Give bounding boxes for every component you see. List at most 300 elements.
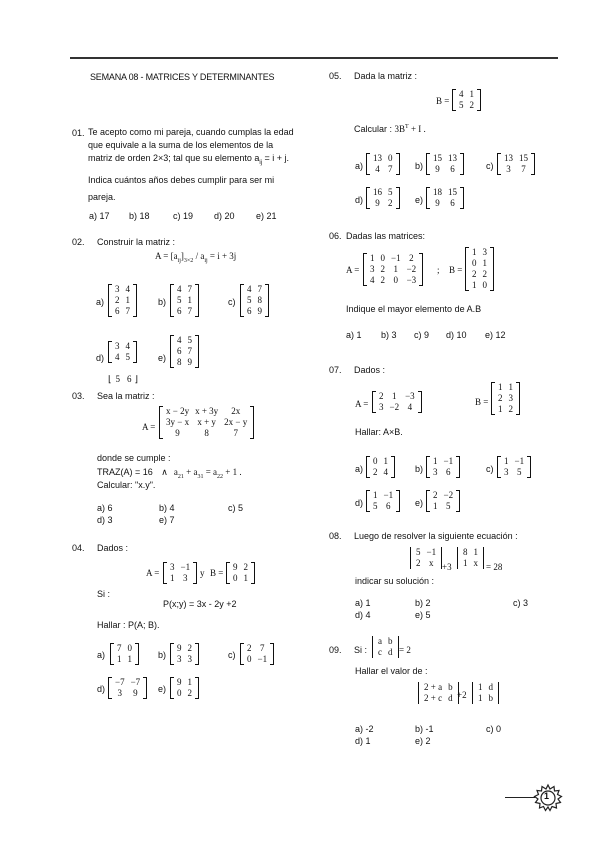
matrix-cell: 1 xyxy=(187,677,192,687)
matrix-cell: 6 xyxy=(115,306,120,316)
answer-d: d) xyxy=(97,684,106,694)
matrix-cell: 1 xyxy=(383,456,388,466)
trace-condition xyxy=(97,467,242,480)
matrix xyxy=(426,490,460,512)
matrix-row xyxy=(167,562,193,573)
matrix-cell: 2 xyxy=(247,643,252,653)
determinant xyxy=(416,682,461,704)
matrix-grid xyxy=(114,643,135,665)
matrix-row xyxy=(469,258,490,269)
matrix-cell: 18 xyxy=(433,187,442,197)
answer-b: b) 3 xyxy=(381,330,397,340)
calc-text: Calcular: "x.y". xyxy=(97,480,156,490)
matrix-cell: 1 xyxy=(482,258,487,268)
matrix-cell: 2 xyxy=(373,467,378,477)
matrix-row xyxy=(501,456,527,467)
matrix-grid xyxy=(244,643,270,665)
matrix-cell: 4 xyxy=(115,352,120,362)
matrix-cell: 2 xyxy=(416,558,421,568)
matrix-row xyxy=(501,153,531,164)
matrix-cell: 2 xyxy=(243,562,248,572)
matrix-cell: 9 xyxy=(177,677,182,687)
matrix xyxy=(426,187,464,209)
matrix-row xyxy=(174,306,195,317)
matrix-cell: 7 xyxy=(257,284,262,294)
bracket-right xyxy=(477,89,481,111)
matrix-row xyxy=(174,295,195,306)
answer-b: b) xyxy=(158,650,167,660)
bracket-right xyxy=(456,456,460,478)
answer-a: a) 1 xyxy=(346,330,362,340)
matrix-row xyxy=(112,306,133,317)
matrix xyxy=(497,153,535,175)
matrix-row xyxy=(430,467,456,478)
matrix-cell: 3 xyxy=(379,402,384,412)
matrix-row xyxy=(112,284,133,295)
matrix-cell: 9 xyxy=(133,688,138,698)
answer-e: e) 12 xyxy=(485,330,506,340)
answer-e: e) xyxy=(158,353,167,363)
matrix-cell: −2 xyxy=(443,490,454,500)
matrix-cell: 2x xyxy=(231,406,241,416)
matrix-cell: 7 xyxy=(187,284,192,294)
bracket-right xyxy=(531,153,535,175)
matrix-cell: a xyxy=(378,636,382,646)
bracket-right xyxy=(419,253,423,286)
matrix-cell: 2 xyxy=(380,275,385,285)
ask-text: Indique el mayor elemento de A.B xyxy=(346,304,482,314)
matrix xyxy=(426,456,460,478)
matrix-row xyxy=(370,501,396,512)
question-number: 07. xyxy=(329,365,342,375)
matrix-grid xyxy=(163,406,250,439)
matrix-cell: 1 xyxy=(125,295,130,305)
matrix-row xyxy=(501,164,531,175)
matrix-cell: 1 xyxy=(478,693,483,703)
answer-c: c) xyxy=(228,297,236,307)
matrix-cell: 5 xyxy=(446,501,451,511)
answer-a: a) 17 xyxy=(89,211,110,221)
matrix-row xyxy=(114,654,135,665)
matrix-fragment: ⌊ 5 6 ⌋ xyxy=(108,374,139,384)
question-04-text: Dados : xyxy=(97,543,129,553)
matrix-row xyxy=(230,562,251,573)
matrix-cell: 4 xyxy=(177,335,182,345)
matrix-cell: 1 xyxy=(498,382,503,392)
separator: ; xyxy=(437,265,440,275)
bracket-right xyxy=(396,153,400,175)
bracket-right xyxy=(270,643,274,665)
answer-e: e) 7 xyxy=(159,515,175,525)
text-line: Indica cuántos años debes cumplir para ser mi xyxy=(88,174,275,185)
matrix-cell: −1 xyxy=(383,490,394,500)
matrix-grid xyxy=(375,636,396,658)
matrix-grid xyxy=(501,456,527,478)
matrix-grid xyxy=(112,341,133,363)
matrix xyxy=(240,643,274,665)
question-03-text: Sea la matriz : xyxy=(97,391,155,401)
answer-b: b) xyxy=(158,297,167,307)
answer-c: c) 3 xyxy=(513,598,529,608)
ind-text: indicar su solución : xyxy=(355,576,435,586)
matrix-cell: 1 xyxy=(469,89,474,99)
matrix-cell: 1 xyxy=(127,654,132,664)
subscript: ij xyxy=(204,257,208,264)
question-number: 04. xyxy=(72,543,85,553)
matrix-grid xyxy=(112,677,143,699)
determinant-bar xyxy=(372,636,373,658)
matrix-row xyxy=(370,187,396,198)
matrix-cell: 1 xyxy=(433,456,438,466)
subscript: ij xyxy=(259,159,263,166)
matrix-cell: 8 xyxy=(177,357,182,367)
answer-a: a) xyxy=(355,464,364,474)
matrix-cell: 2 xyxy=(472,269,477,279)
matrix-cell: 5 xyxy=(187,335,192,345)
matrix-row xyxy=(174,654,195,665)
matrix xyxy=(170,643,199,665)
question-number: 03. xyxy=(72,391,85,401)
matrix-cell: 9 xyxy=(187,357,192,367)
matrix-row xyxy=(244,295,265,306)
matrix-cell: −1 xyxy=(180,562,191,572)
matrix-label: A = xyxy=(346,265,360,275)
matrix-grid xyxy=(456,89,477,111)
matrix xyxy=(226,562,255,584)
matrix xyxy=(170,284,199,317)
bracket-right xyxy=(396,490,400,512)
matrix-cell: 2 xyxy=(409,253,414,263)
bracket-right xyxy=(418,391,422,413)
matrix-cell: 0 xyxy=(127,643,132,653)
and-symbol: ∧ xyxy=(161,467,168,477)
matrix-row xyxy=(367,253,419,264)
matrix-grid xyxy=(430,456,456,478)
matrix-row xyxy=(370,456,391,467)
question-number: 06. xyxy=(329,231,342,241)
matrix xyxy=(159,406,254,439)
subscript: 21 xyxy=(177,473,184,480)
answer-d: d) 20 xyxy=(214,211,235,221)
matrix-grid xyxy=(230,562,251,584)
matrix-grid xyxy=(495,382,516,415)
matrix-cell: 1 xyxy=(243,573,248,583)
matrix-cell: 6 xyxy=(386,501,391,511)
answer-d: d) 1 xyxy=(355,736,371,746)
matrix-cell: 5 xyxy=(517,467,522,477)
matrix-cell: 3 xyxy=(506,164,511,174)
matrix-grid xyxy=(475,682,496,704)
matrix-grid xyxy=(370,490,396,512)
formula xyxy=(155,251,236,264)
matrix-row xyxy=(174,688,195,699)
text-line: Te acepto como mi pareja, cuando cumplas la edad xyxy=(88,127,294,137)
eq-part: + a xyxy=(183,467,198,477)
matrix-label: B = xyxy=(436,96,450,106)
determinant-bar xyxy=(498,682,499,704)
hallar-text: Hallar el valor de : xyxy=(355,666,428,676)
matrix-cell: 13 xyxy=(504,153,513,163)
answer-b: b) xyxy=(415,161,424,171)
matrix-cell: 0 xyxy=(373,456,378,466)
matrix xyxy=(108,284,137,317)
matrix-cell: 3 xyxy=(177,654,182,664)
matrix-cell: 0 xyxy=(388,153,393,163)
matrix-row xyxy=(460,558,481,569)
matrix-cell: 2 xyxy=(187,643,192,653)
matrix-cell: 7 xyxy=(233,428,238,438)
matrix-cell: b xyxy=(388,636,393,646)
text-line: que equivale a la suma de los elementos de la xyxy=(88,140,274,150)
matrix-cell: −2 xyxy=(406,264,417,274)
subscript: 22 xyxy=(217,473,224,480)
matrix-row xyxy=(430,153,460,164)
matrix-row xyxy=(174,346,195,357)
bracket-right xyxy=(251,562,255,584)
matrix-row xyxy=(430,187,460,198)
matrix-cell: 2 xyxy=(379,391,384,401)
matrix-cell: 2 xyxy=(380,264,385,274)
answer-b: b) 2 xyxy=(415,598,431,608)
matrix-row xyxy=(167,573,193,584)
matrix-cell: 4 xyxy=(125,284,130,294)
matrix-cell: d xyxy=(488,682,493,692)
matrix-row xyxy=(367,275,419,286)
plus-coefficient: +2 xyxy=(457,690,467,700)
matrix-cell: 3 xyxy=(170,562,175,572)
matrix-cell: 16 xyxy=(373,187,382,197)
matrix-cell: 3 xyxy=(370,264,375,274)
determinant-bar xyxy=(457,547,458,569)
header-rule xyxy=(70,57,558,59)
matrix-cell: x − 2y xyxy=(166,406,190,416)
matrix-row xyxy=(114,643,135,654)
matrix-row xyxy=(370,490,396,501)
matrix-cell: 6 xyxy=(177,306,182,316)
matrix-row xyxy=(413,547,439,558)
matrix-grid xyxy=(370,187,396,209)
matrix-cell: 1 xyxy=(473,547,478,557)
matrix-row xyxy=(421,693,456,704)
matrix-row xyxy=(375,647,396,658)
matrix-cell: 5 xyxy=(115,374,121,384)
matrix-cell: −3 xyxy=(405,391,415,401)
matrix-cell: 2 xyxy=(469,100,474,110)
answer-c: c) xyxy=(228,650,236,660)
matrix-cell: 5 xyxy=(177,295,182,305)
answer-e: e) 5 xyxy=(415,610,431,620)
matrix-cell: 7 xyxy=(187,346,192,356)
matrix-row xyxy=(501,467,527,478)
matrix xyxy=(491,382,520,415)
superscript: T xyxy=(405,124,409,130)
matrix-cell: −1 xyxy=(391,253,401,263)
matrix-cell: 4 xyxy=(407,402,413,412)
matrix-cell: 7 xyxy=(388,164,393,174)
question-number: 01. xyxy=(72,128,85,138)
matrix-cell: 0 xyxy=(380,253,385,263)
matrix-label: A = xyxy=(142,422,156,432)
answer-b: b) xyxy=(415,464,424,474)
matrix-cell: x xyxy=(429,558,434,568)
matrix-row xyxy=(430,164,460,175)
answer-d: d) xyxy=(355,498,364,508)
matrix xyxy=(363,253,423,286)
matrix-row xyxy=(370,153,396,164)
question-number: 08. xyxy=(329,531,342,541)
determinant-bar xyxy=(483,547,484,569)
matrix-cell: 6 xyxy=(247,306,252,316)
matrix-cell: 1 xyxy=(370,253,375,263)
answer-c: c) 19 xyxy=(173,211,194,221)
matrix-row xyxy=(495,393,516,404)
matrix-grid xyxy=(501,153,531,175)
matrix xyxy=(366,153,400,175)
matrix-row xyxy=(413,558,439,569)
matrix-cell: d xyxy=(388,647,393,657)
matrix-row xyxy=(475,682,496,693)
matrix xyxy=(110,643,139,665)
matrix-cell: 3 xyxy=(482,247,487,257)
matrix xyxy=(366,187,400,209)
text-line xyxy=(88,152,303,170)
matrix-cell: 1 xyxy=(478,682,483,692)
matrix-cell: 0 xyxy=(393,275,399,285)
matrix-row xyxy=(430,456,456,467)
determinant-bar xyxy=(418,682,419,704)
matrix xyxy=(366,456,395,478)
bracket-right xyxy=(527,456,531,478)
matrix-row xyxy=(495,382,516,393)
matrix-cell: 3 xyxy=(183,573,188,583)
matrix-row xyxy=(430,198,460,209)
matrix-cell: 1 xyxy=(117,654,122,664)
matrix-row xyxy=(495,404,516,415)
matrix-label: B = xyxy=(449,265,463,275)
matrix-cell: 2x − y xyxy=(224,417,248,427)
matrix-cell: 1 xyxy=(472,247,477,257)
bracket-right xyxy=(193,562,197,584)
determinant xyxy=(455,547,486,569)
answer-c: c) 0 xyxy=(486,724,502,734)
matrix-cell: 7 xyxy=(260,643,265,653)
matrix-row xyxy=(244,306,265,317)
matrix-row xyxy=(163,406,250,417)
answer-e: e) 2 xyxy=(415,736,431,746)
equation xyxy=(173,467,242,480)
polynomial: P(x;y) = 3x - 2y +2 xyxy=(163,599,237,609)
matrix-cell: 3y − x xyxy=(166,417,190,427)
answer-a: a) xyxy=(96,297,105,307)
matrix-cell: 1 xyxy=(433,501,438,511)
matrix-grid xyxy=(112,284,133,317)
bracket-right xyxy=(396,187,400,209)
matrix-cell: 7 xyxy=(521,164,526,174)
calc-label: Calcular : xyxy=(354,124,395,134)
matrix-row xyxy=(469,280,490,291)
matrix-cell: 7 xyxy=(125,306,130,316)
matrix-cell: −3 xyxy=(406,275,417,285)
matrix-cell: 9 xyxy=(177,643,182,653)
matrix-row xyxy=(112,295,133,306)
matrix xyxy=(366,490,400,512)
text-line: pareja. xyxy=(88,191,116,202)
footer-rule xyxy=(505,797,535,798)
matrix-cell: 4 xyxy=(177,284,182,294)
matrix-cell: 1 xyxy=(463,558,468,568)
matrix-cell: 4 xyxy=(383,467,388,477)
question-07-text: Dados : xyxy=(354,365,386,375)
matrix-grid xyxy=(413,547,439,569)
matrix-cell: 2 xyxy=(498,393,503,403)
answer-c: c) 9 xyxy=(414,330,430,340)
matrix-row xyxy=(112,352,133,363)
answer-a: a) 6 xyxy=(97,503,113,513)
matrix-cell: 6 xyxy=(177,346,182,356)
matrix-cell: 1 xyxy=(393,264,399,274)
bracket-right xyxy=(460,153,464,175)
matrix-cell: 9 xyxy=(435,198,440,208)
matrix-cell: 5 xyxy=(388,187,393,197)
matrix-row xyxy=(174,643,195,654)
bracket-right xyxy=(133,284,137,317)
matrix-row xyxy=(230,573,251,584)
answer-c: c) xyxy=(486,464,494,474)
matrix-cell: 4 xyxy=(459,89,464,99)
matrix-cell: −7 xyxy=(130,677,141,687)
matrix-row xyxy=(112,341,133,352)
matrix-grid xyxy=(421,682,456,704)
matrix-row xyxy=(376,402,418,413)
bracket-right xyxy=(460,187,464,209)
matrix-cell: 9 xyxy=(257,306,262,316)
matrix-cell: 8 xyxy=(204,428,209,438)
matrix-grid xyxy=(430,490,456,512)
matrix-cell: −1 xyxy=(426,547,437,557)
answer-a: a) xyxy=(97,650,106,660)
formula-part: ] xyxy=(180,251,184,261)
matrix-row xyxy=(244,643,270,654)
answer-e: e) 21 xyxy=(256,211,277,221)
matrix-cell: 0 xyxy=(472,258,477,268)
matrix-cell: 4 xyxy=(247,284,252,294)
answer-c: c) 5 xyxy=(228,503,244,513)
formula-part: A = [a xyxy=(155,251,178,261)
answer-b: b) 4 xyxy=(159,503,175,513)
matrix-row xyxy=(376,391,418,402)
matrix-row xyxy=(174,335,195,346)
matrix-cell: 6 xyxy=(127,374,132,384)
matrix-row xyxy=(163,417,250,428)
si-text: Si : xyxy=(354,645,368,655)
matrix xyxy=(372,391,422,413)
expr-part: + I . xyxy=(408,124,426,134)
matrix-cell: 1 xyxy=(508,382,513,392)
question-05-text: Dada la matriz : xyxy=(354,71,418,81)
page-number: 1 xyxy=(544,791,550,801)
eq-part: a xyxy=(173,467,178,477)
matrix-cell: 0 xyxy=(247,654,252,664)
matrix-cell: 5 xyxy=(247,295,252,305)
matrix-cell: 1 xyxy=(373,490,378,500)
matrix-row xyxy=(370,164,396,175)
matrix-cell: −1 xyxy=(514,456,525,466)
expr-part: 3B xyxy=(394,124,406,134)
bracket-right xyxy=(195,284,199,317)
matrix-row xyxy=(370,198,396,209)
bracket-right xyxy=(516,382,520,415)
plus-coefficient: +3 xyxy=(442,562,452,572)
